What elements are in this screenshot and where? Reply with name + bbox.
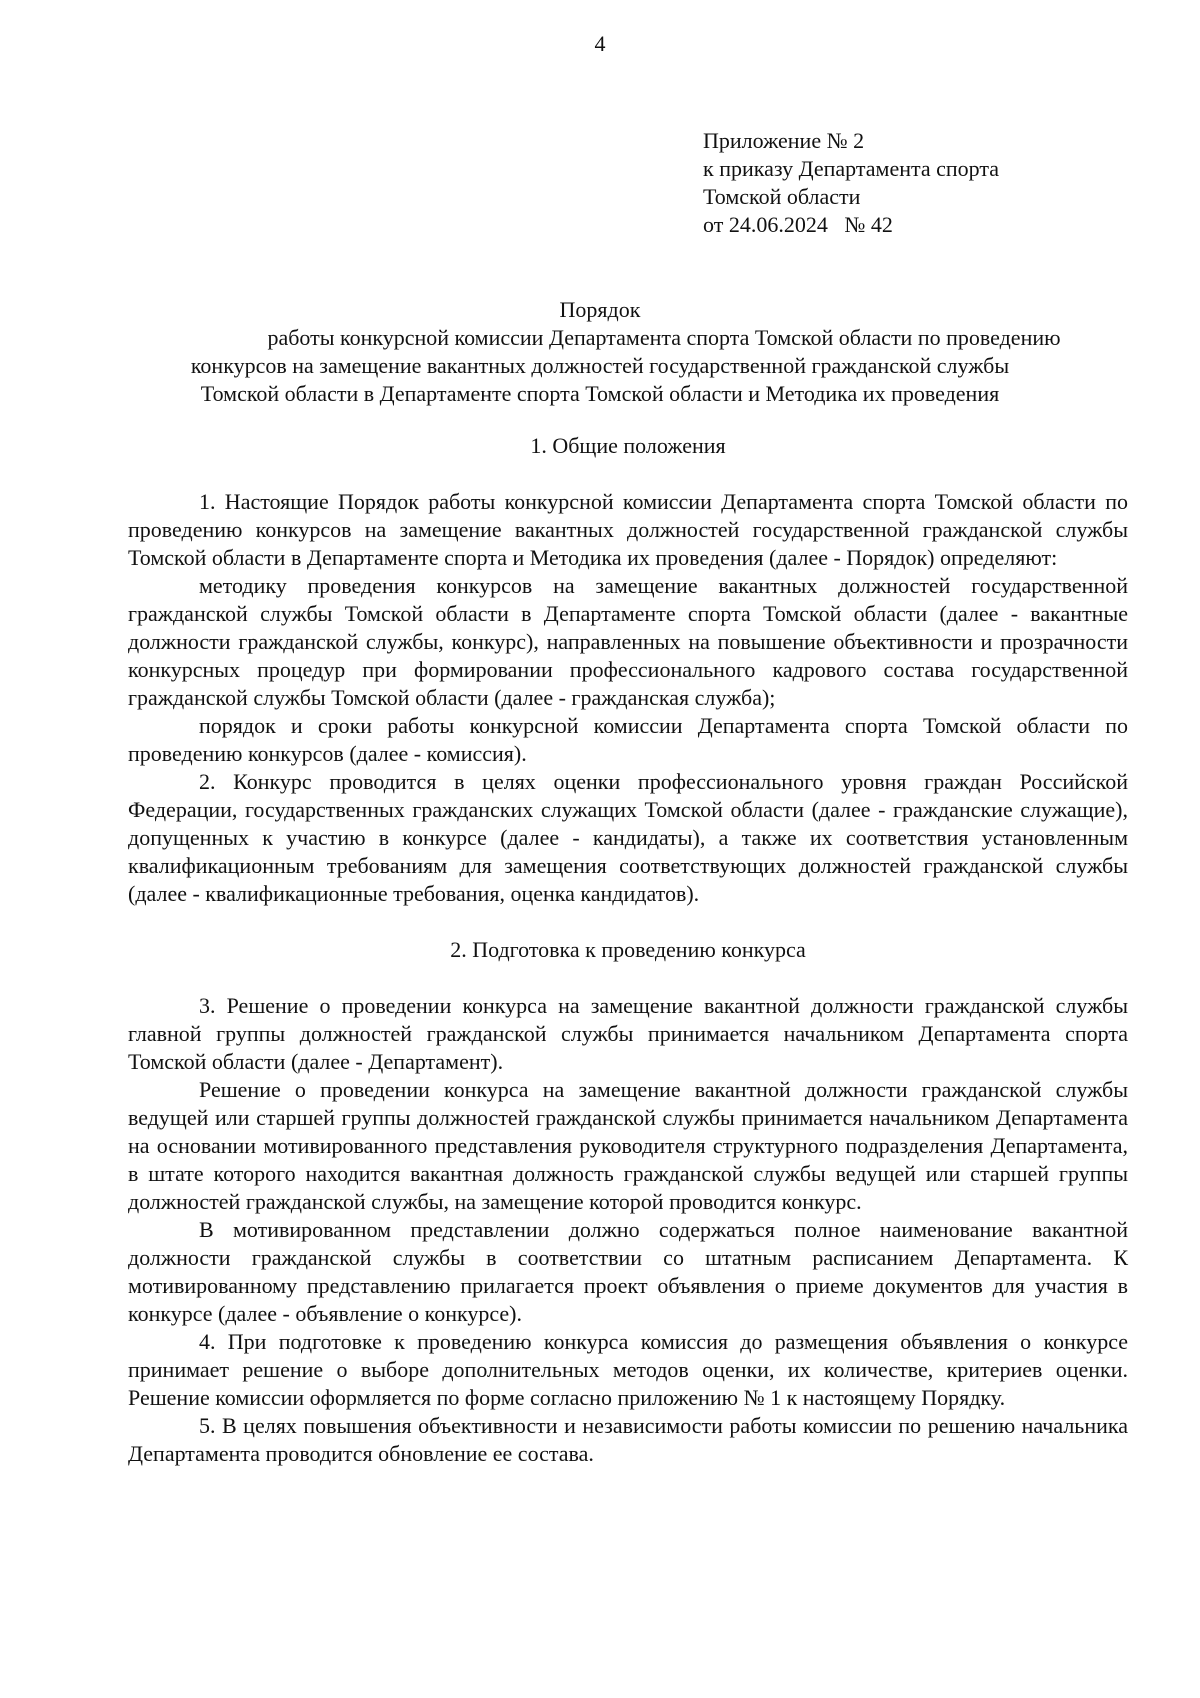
appendix-block: [703, 127, 1163, 239]
page-number: 4: [594, 31, 606, 56]
appendix-line-1: Приложение № 2: [703, 128, 865, 153]
appendix-line-3: Томской области: [703, 184, 861, 209]
document-body: [128, 432, 1128, 1468]
paragraph-8: 4. При подготовке к проведению конкурса комиссия до размещения объявления о конкурсе принимает решение о выборе дополнительных методов оценки, их количестве, критериев оценки. Решение комиссии оформляется по форме согласно приложению № 1 к настоящему Порядку.: [128, 1329, 1128, 1410]
section-1-heading: 1. Общие положения: [530, 433, 726, 458]
paragraph-9: 5. В целях повышения объективности и независимости работы комиссии по решению начальника Департамента проводится обновление ее состава.: [128, 1413, 1128, 1466]
document-title: [0, 296, 1200, 408]
paragraph-7: В мотивированном представлении должно содержаться полное наименование вакантной должности гражданской службы в соответствии со штатным расписанием Департамента. К мотивированному представлению прилагается проект объявления о приеме документов для участия в конкурсе (далее - объявление о конкурсе).: [128, 1217, 1128, 1326]
paragraph-2: методику проведения конкурсов на замещение вакантных должностей государственной гражданской службы Томской области в Департаменте спорта Томской области (далее - вакантные должности гражданской службы, конкурс), направленных на повышение объективности и прозрачности конкурсных процедур при формировании профессионального кадрового состава государственной гражданской службы Томской области (далее - гражданская служба);: [128, 573, 1128, 710]
paragraph-4: 2. Конкурс проводится в целях оценки профессионального уровня граждан Российской Федерации, государственных гражданских служащих Томской области (далее - гражданские служащие), допущенных к участию в конкурсе (далее - кандидаты), а также их соответствия установленным квалификационным требованиям для замещения соответствующих должностей гражданской службы (далее - квалификационные требования, оценка кандидатов).: [128, 769, 1128, 906]
appendix-line-4: от 24.06.2024 № 42: [703, 212, 893, 237]
paragraph-3: порядок и сроки работы конкурсной комиссии Департамента спорта Томской области по проведению конкурсов (далее - комиссия).: [128, 713, 1128, 766]
section-2-heading: 2. Подготовка к проведению конкурса: [450, 937, 806, 962]
title-line-2: конкурсов на замещение вакантных должностей государственной гражданской службы: [190, 353, 1010, 378]
paragraph-5: 3. Решение о проведении конкурса на замещение вакантной должности гражданской службы главной группы должностей гражданской службы принимается начальником Департамента спорта Томской области (далее - Департамент).: [128, 993, 1128, 1074]
appendix-line-2: к приказу Департамента спорта: [703, 156, 1000, 181]
paragraph-6: Решение о проведении конкурса на замещение вакантной должности гражданской службы ведущей или старшей группы должностей гражданской службы принимается начальником Департамента на основании мотивированного представления руководителя структурного подразделения Департамента, в штате которого находится вакантная должность гражданской службы ведущей или старшей группы должностей гражданской службы, на замещение которой проводится конкурс.: [128, 1077, 1128, 1214]
title-line-1: работы конкурсной комиссии Департамента спорта Томской области по проведению: [267, 325, 1061, 350]
title-line-3: Томской области в Департаменте спорта Томской области и Методика их проведения: [200, 381, 1000, 406]
title-heading: Порядок: [559, 297, 641, 322]
paragraph-1: 1. Настоящие Порядок работы конкурсной комиссии Департамента спорта Томской области по проведению конкурсов на замещение вакантных должностей государственной гражданской службы Томской области в Департаменте спорта и Методика их проведения (далее - Порядок) определяют:: [128, 489, 1128, 570]
